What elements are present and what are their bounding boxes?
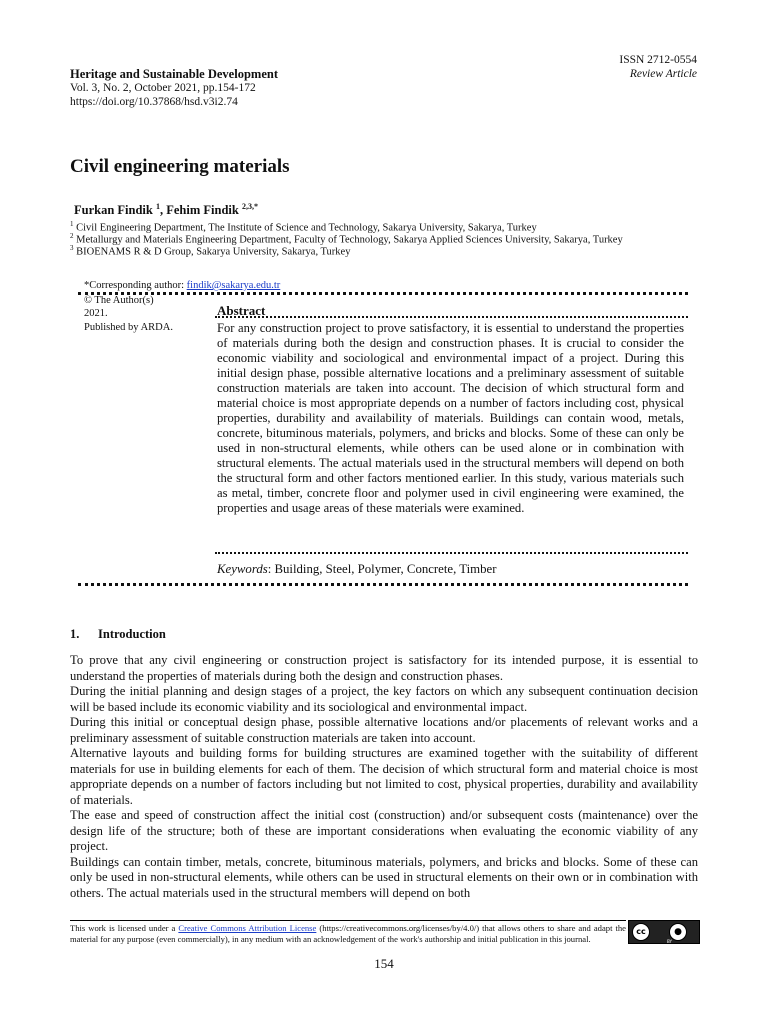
affiliation-mark: 1 [70,220,74,228]
paper-title: Civil engineering materials [70,156,290,177]
section-heading [70,627,166,642]
author-list: Furkan Findik $^1$, Fehim Findik $^{2,3,*}$ [74,202,258,218]
abstract-top-rule [78,292,688,295]
affiliation-3 [70,242,350,259]
affiliation-text: Civil Engineering Department, The Institute of Science and Technology, Sakarya University, Sakarya, Turkey [76,222,537,234]
publisher-line: Published by ARDA. [84,322,173,333]
person-icon: ● [669,923,687,941]
affiliation-mark: 2 [70,232,74,240]
license-link[interactable]: Creative Commons Attribution License [178,923,317,933]
corresponding-label: *Corresponding author: [84,280,185,291]
keywords-label: Keywords [217,562,268,576]
cc-by-badge[interactable] [628,920,700,944]
author-name: Furkan Findik [74,203,153,218]
section-number: 1. [70,627,80,641]
paragraph: Buildings can contain timber, metals, concrete, bituminous materials, polymers, and bricks and blocks. Some of these can only be used in non-structural elements, while others can be used in structural elements on their own or in combination with others. The actual materials used in the structural members will depend on both [70,854,698,900]
abstract-heading-rule [215,316,688,318]
abstract-bottom-rule [215,552,688,554]
paragraph: During the initial planning and design stages of a project, the key factors on which any subsequent continuation decision will be based include its economic viability and its sociological and environmental impact. [70,684,698,714]
affiliation-mark: 3 [70,244,74,252]
introduction-body [70,653,698,901]
doi-link[interactable]: https://doi.org/10.37868/hsd.v3i2.74 [70,96,238,108]
paragraph: During this initial or conceptual design phase, possible alternative locations and/or placements of relevant works and a preliminary assessment of suitable construction materials are taken into account. [70,715,698,745]
author-email-link[interactable]: findik@sakarya.edu.tr [186,280,281,291]
article-type: Review Article [629,68,697,80]
abstract-heading: Abstract [217,303,266,318]
author-name: Fehim Findik [166,203,239,218]
copyright-year: 2021. [84,308,108,319]
license-notice [70,920,626,945]
issn: ISSN 2712-0554 [619,54,697,66]
license-suffix: (https://creativecommons.org/licenses/by/4.0/) that allows others to share and adapt the material for any purpose (even commercially), in any medium with an acknowledgement of the work's authorship and initial publication in this journal. [70,923,626,944]
affiliation-text: Metallurgy and Materials Engineering Department, Faculty of Technology, Sakarya Applied Sciences University, Sakarya, Turkey [76,234,623,246]
keywords-list: : Building, Steel, Polymer, Concrete, Timber [267,562,497,576]
author-affiliation-mark: 2,3,* [241,202,258,211]
corresponding-author [84,280,280,291]
volume-info: Vol. 3, No. 2, October 2021, pp.154-172 [70,82,256,94]
cc-icon: cc [632,923,650,941]
paragraph: The ease and speed of construction affect the initial cost (construction) and/or subsequent costs (maintenance) over the design life of the structure; both of these are important considerations when evaluating the economic viability of any project. [70,808,698,853]
affiliation-text: BIOENAMS R & D Group, Sakarya University, Sakarya, Turkey [76,246,351,258]
abstract-text: For any construction project to prove satisfactory, it is essential to understand the properties of materials during both the design and construction phases. It is crucial to consider the economic viability and sociological and environmental impact of a project. During this initial design phase, possible alternative locations and a preliminary assessment of suitable construction materials are taken into account. The decision of which structural form and material choice is most appropriate depends on a number of factors including cost, physical properties, durability and availability of materials. Buildings can contain wood, metals, concrete, bituminous materials, polymers, and bricks and blocks. Some of these can only be used in non-structural elements, while others can be used alone or in combination with structural elements. The actual materials used in the structural members will depend on both the structural form and other factors mentioned earlier. In this study, various materials such as metal, timber, concrete floor and polymer used in civil engineering were examined, the properties and usage areas of these materials were examined. [217,321,684,515]
keywords-bottom-rule [78,583,688,586]
keywords [217,562,496,577]
paragraph: Alternative layouts and building forms for building structures are examined together with the suitability of different materials for use in building elements for each of them. The decision of which structural form and material choice is most appropriate depends on a number of factors including but not limited to cost, physical properties, durability and availability of materials. [70,746,698,807]
license-prefix: This work is licensed under a [70,923,179,933]
paragraph: To prove that any civil engineering or construction project is satisfactory for its intended purpose, it is essential to understand the properties of materials during both the design and construction phases. [70,653,698,683]
page-number: 154 [374,956,394,971]
author-affiliation-mark: 1 [155,202,160,211]
section-title: Introduction [98,627,166,641]
copyright-line: © The Author(s) [84,295,154,306]
journal-name: Heritage and Sustainable Development [70,67,278,81]
by-label: BY [667,939,672,944]
